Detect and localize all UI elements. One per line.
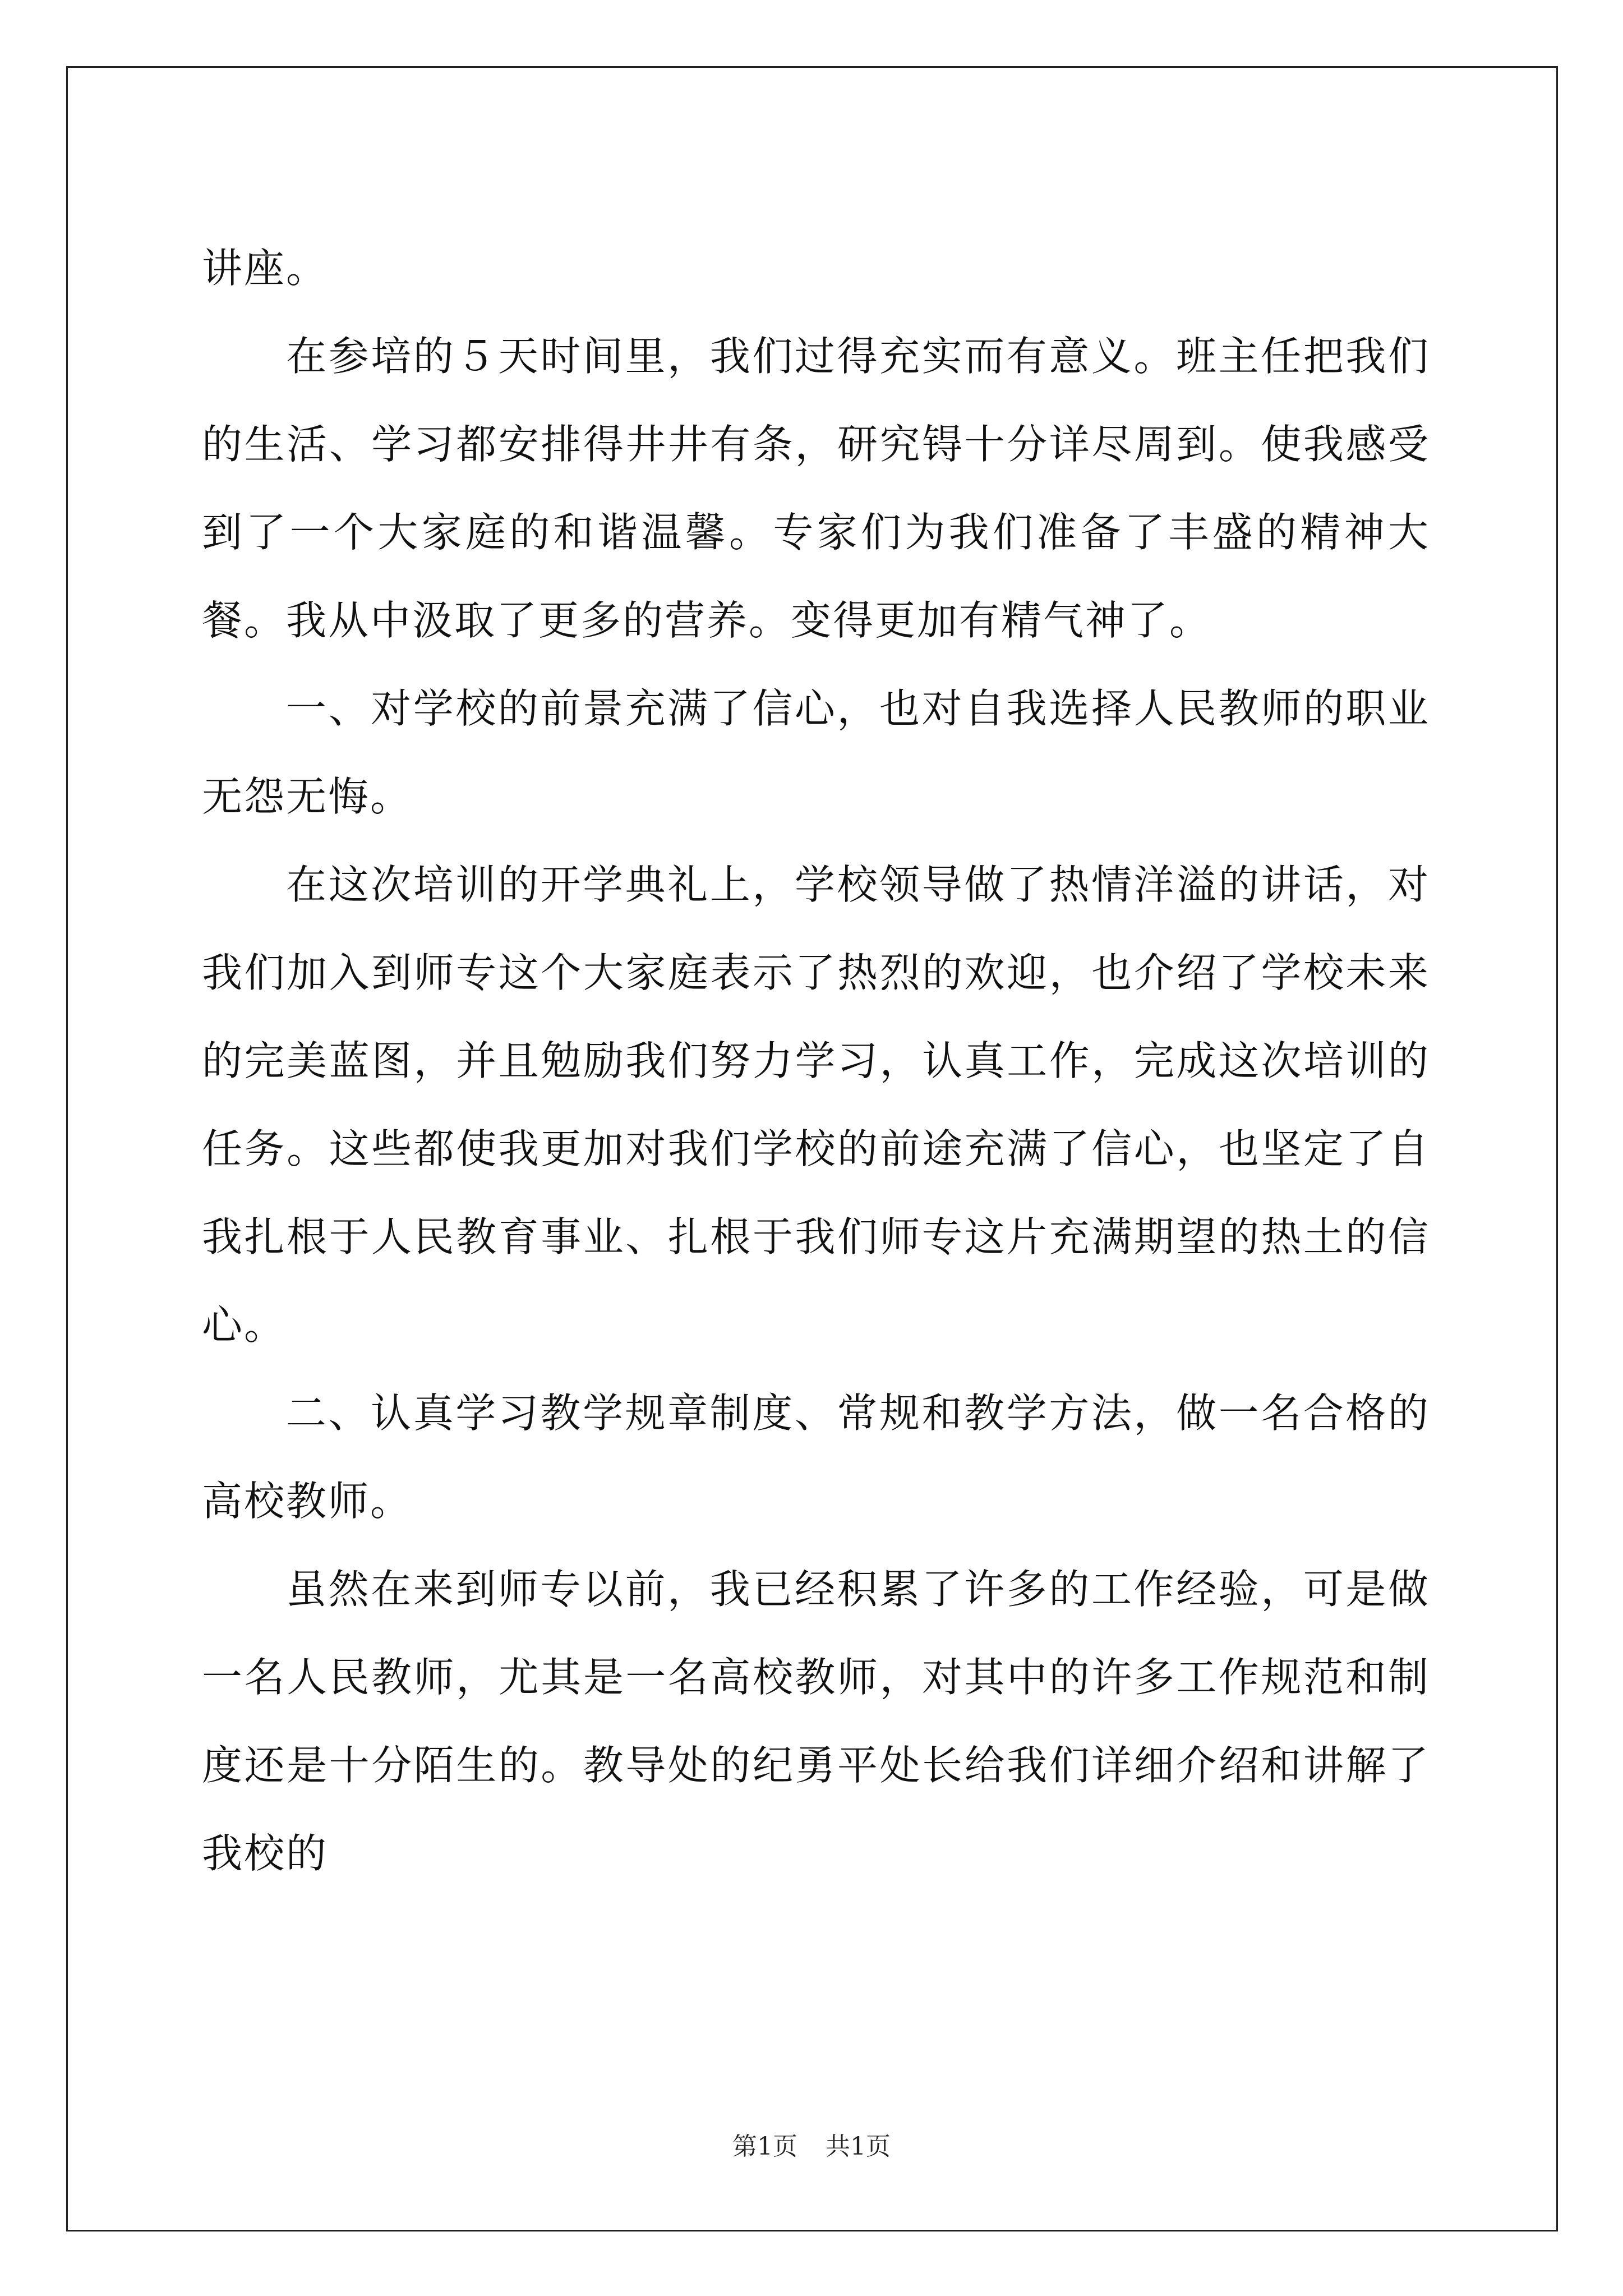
paragraph-2: 在参培的５天时间里，我们过得充实而有意义。班主任把我们的生活、学习都安排得井井有条，研究锝十分详尽周到。使我感受到了一个大家庭的和谐温馨。专家们为我们准备了丰盛的精神大餐。我从中汲取了更多的营养。变得更加有精气神了。 bbox=[202, 333, 1430, 644]
document-body bbox=[202, 224, 1430, 1898]
page-number-total: 共1页 bbox=[826, 2132, 891, 2161]
page-footer bbox=[0, 2126, 1623, 2162]
paragraph-5: 二、认真学习教学规章制度、常规和教学方法，做一名合格的高校教师。 bbox=[202, 1389, 1430, 1525]
paragraph-4: 在这次培训的开学典礼上，学校领导做了热情洋溢的讲话，对我们加入到师专这个大家庭表示了热烈的欢迎，也介绍了学校未来的完美蓝图，并且勉励我们努力学习，认真工作，完成这次培训的任务。这些都使我更加对我们学校的前途充满了信心，也坚定了自我扎根于人民教育事业、扎根于我们师专这片充满期望的热土的信心。 bbox=[202, 861, 1430, 1349]
paragraph-1: 讲座。 bbox=[202, 245, 329, 292]
paragraph-6: 虽然在来到师专以前，我已经积累了许多的工作经验，可是做一名人民教师，尤其是一名高校教师，对其中的许多工作规范和制度还是十分陌生的。教导处的纪勇平处长给我们详细介绍和讲解了我校的 bbox=[202, 1566, 1430, 1877]
paragraph-3: 一、对学校的前景充满了信心，也对自我选择人民教师的职业无怨无悔。 bbox=[202, 685, 1430, 820]
page-number-current: 第1页 bbox=[732, 2132, 797, 2161]
